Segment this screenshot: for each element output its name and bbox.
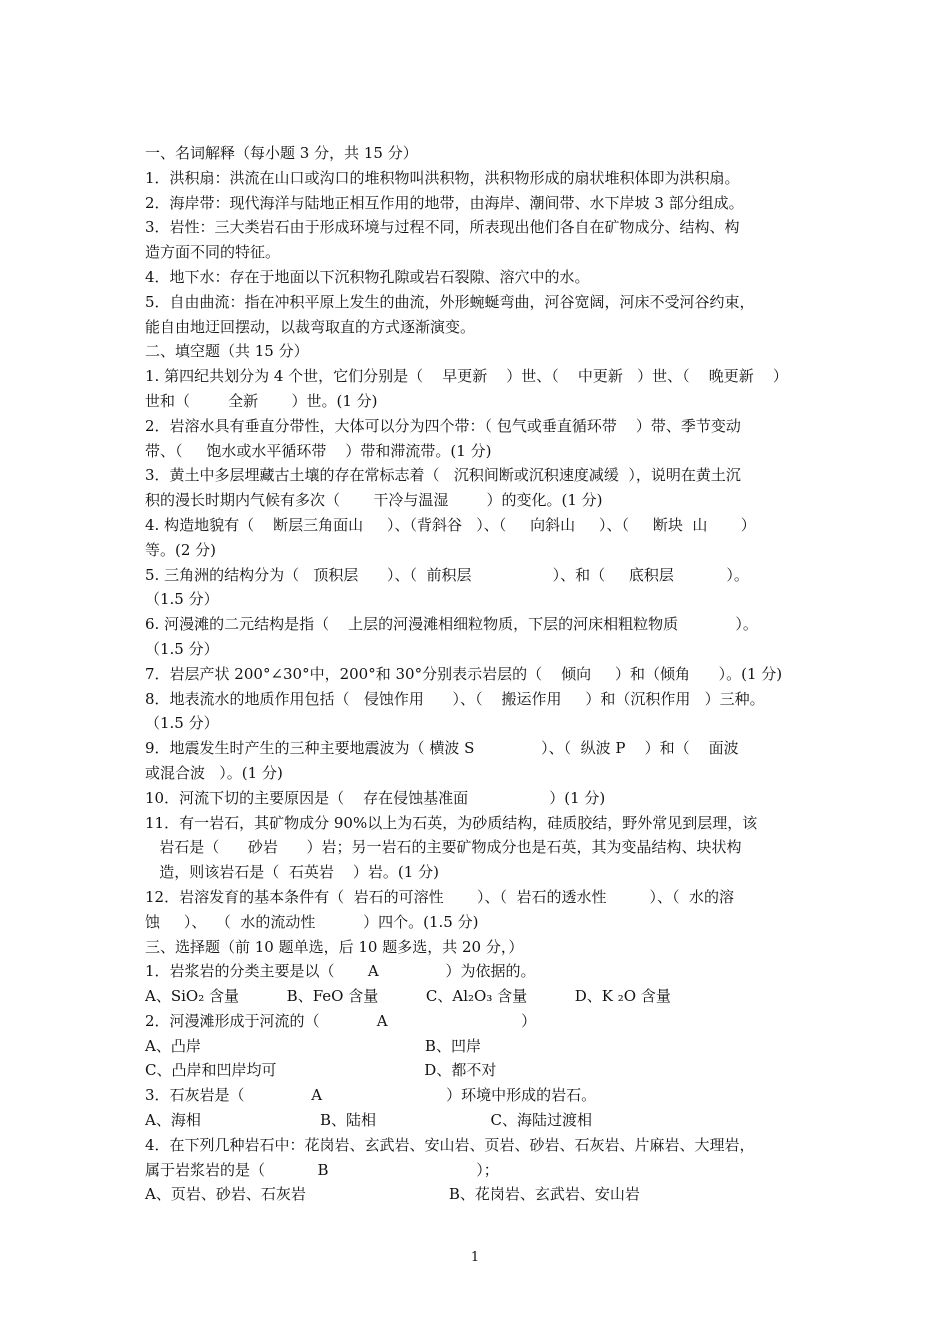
term-item: 4．地下水：存在于地面以下沉积物孔隙或岩石裂隙、溶穴中的水。 <box>145 267 590 286</box>
fill-item-cont: （1.5 分） <box>145 714 219 733</box>
term-item-cont: 造方面不同的特征。 <box>145 243 281 262</box>
fill-item: 6. 河漫滩的二元结构是指（ 上层的河漫滩相细粒物质，下层的河床相粗粒物质 ）。 <box>145 615 758 634</box>
choice-options: A、页岩、砂岩、石灰岩 B、花岗岩、玄武岩、安山岩 <box>145 1185 640 1204</box>
fill-item: 10．河流下切的主要原因是（ 存在侵蚀基准面 ）(1 分) <box>145 788 606 807</box>
fill-item: 1. 第四纪共划分为 4 个世，它们分别是（ 早更新 ）世、（ 中更新 ）世、（ 晚更新 ） <box>145 367 788 386</box>
term-item: 5．自由曲流：指在冲积平原上发生的曲流，外形蜿蜒弯曲，河谷宽阔，河床不受河谷约束， <box>145 292 755 311</box>
term-item-cont: 能自由地迂回摆动，以裁弯取直的方式逐渐演变。 <box>145 317 476 336</box>
fill-item-cont: （1.5 分） <box>145 639 219 658</box>
choice-question-cont: 属于岩浆岩的是（ B ）； <box>145 1160 499 1179</box>
choice-question: 1．岩浆岩的分类主要是以（ A ）为依据的。 <box>145 962 536 981</box>
section-heading: 一、名词解释（每小题 3 分，共 15 分） <box>145 144 418 162</box>
fill-item-cont: 世和（ 全新 ）世。(1 分) <box>145 391 378 410</box>
fill-item: 2．岩溶水具有垂直分带性，大体可以分为四个带：（ 包气或垂直循环带 ）带、季节变动 <box>145 416 741 435</box>
document-body <box>145 141 810 1207</box>
fill-item-cont: 积的漫长时期内气候有多次（ 干冷与温湿 ）的变化。(1 分) <box>145 491 603 510</box>
fill-item: 12．岩溶发育的基本条件有（ 岩石的可溶性 ）、（ 岩石的透水性 ）、（ 水的溶 <box>145 887 734 906</box>
fill-item: 7．岩层产状 200°∠30°中，200°和 30°分别表示岩层的（ 倾向 ）和（倾角 ）。(1 分) <box>145 664 783 683</box>
fill-item: 9．地震发生时产生的三种主要地震波为（ 横波 S ）、（ 纵波 P ）和（ 面波 <box>145 739 739 758</box>
fill-item: 11．有一岩石，其矿物成分 90%以上为石英，为砂质结构，硅质胶结，野外常见到层理，该 <box>145 813 758 832</box>
fill-item: 4. 构造地貌有（ 断层三角面山 ）、（背斜谷 ）、（ 向斜山 ）、（ 断块 山 ） <box>145 515 756 534</box>
choice-options: C、凸岸和凹岸均可 D、都不对 <box>145 1061 497 1080</box>
fill-item: 8．地表流水的地质作用包括（ 侵蚀作用 ）、（ 搬运作用 ）和（沉积作用 ）三种。 <box>145 689 765 708</box>
choice-options: A、SiO₂ 含量 B、FeO 含量 C、Al₂O₃ 含量 D、K ₂O 含量 <box>145 987 671 1006</box>
fill-item-cont: 带、（ 饱水或水平循环带 ）带和滞流带。(1 分) <box>145 441 492 460</box>
term-item: 1．洪积扇：洪流在山口或沟口的堆积物叫洪积物，洪积物形成的扇状堆积体即为洪积扇。 <box>145 168 740 187</box>
fill-item: 5. 三角洲的结构分为（ 顶积层 ）、（ 前积层 ）、和（ 底积层 ）。 <box>145 565 749 584</box>
fill-item-cont: （1.5 分） <box>145 590 219 609</box>
fill-item-cont: 岩石是（ 砂岩 ）岩；另一岩石的主要矿物成分也是石英，其为变晶结构、块状构 <box>145 838 742 857</box>
term-item: 3．岩性：三大类岩石由于形成环境与过程不同，所表现出他们各自在矿物成分、结构、构 <box>145 218 740 237</box>
choice-question: 4．在下列几种岩石中：花岗岩、玄武岩、安山岩、页岩、砂岩、石灰岩、片麻岩、大理岩， <box>145 1135 755 1154</box>
fill-item-cont: 或混合波 ）。(1 分) <box>145 763 283 782</box>
choice-question: 2．河漫滩形成于河流的（ A ） <box>145 1011 537 1030</box>
fill-item-cont: 造，则该岩石是（ 石英岩 ）岩。(1 分) <box>145 863 439 882</box>
fill-item-cont: 等。(2 分) <box>145 540 217 559</box>
choice-question: 3．石灰岩是（ A ）环境中形成的岩石。 <box>145 1086 597 1105</box>
choice-options: A、海相 B、陆相 C、海陆过渡相 <box>145 1111 592 1130</box>
fill-item-cont: 蚀 ）、 （ 水的流动性 ）四个。(1.5 分) <box>145 912 479 931</box>
page-number: 1 <box>470 1250 480 1265</box>
section-heading: 二、填空题（共 15 分） <box>145 342 309 361</box>
choice-options: A、凸岸 B、凹岸 <box>145 1036 481 1055</box>
section-heading: 三、选择题（前 10 题单选，后 10 题多选，共 20 分，） <box>145 937 524 956</box>
fill-item: 3．黄土中多层埋藏古土壤的存在常标志着（ 沉积间断或沉积速度减缓 ），说明在黄土沉 <box>145 466 741 485</box>
term-item: 2．海岸带：现代海洋与陆地正相互作用的地带，由海岸、潮间带、水下岸坡 3 部分组成。 <box>145 193 744 212</box>
